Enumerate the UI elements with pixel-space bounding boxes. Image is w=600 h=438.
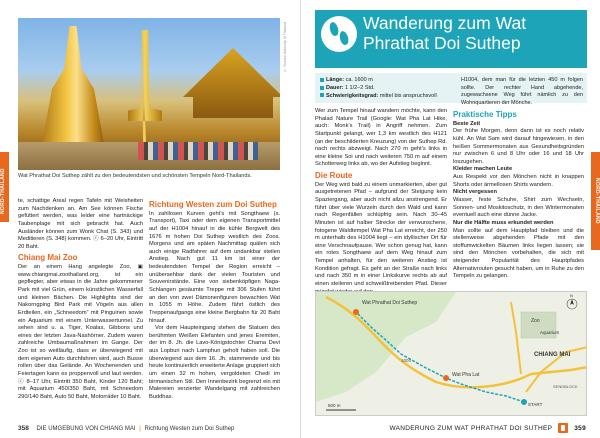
paragraph: Der an einem Hang angelegte Zoo, ▣ www.chiangmai.zoothailand.org, ist ein gepflegter, aber etwas in die Jahre gekommener Park mit viel Grün, einem künstlichen Wasserfall und kleinen Bächen. Die Highlights sind der Nakorngping Bird Park mit Vögeln aus allen Erdteilen, ein „Schneedom“ mit Pinguinen sowie ein Aquarium mit einem Unterwassertunnel. Zu sehen sind u. a. Tiger, Koalas, Gibbons und eines der letzten Java-Nashörner. Zudem waren zahlreiche Umbaumaßnahmen im Gange. Der Zoo ist so weitläufig, dass er überwiegend mit dem eigenen Auto durchfahren wird, auch Busse rollen über das Gelände. An Wochenenden und Feiertagen kann es proppenvoll und laut werden. ⓒ 8–17 Uhr, Eintritt 350 Baht, Kinder 120 Baht; mit Aquarium 450/350 Baht, mit Schneedom 290/140 Baht, Auto 50 Baht, Motorräder 10 Baht.	[18, 264, 143, 400]
fact-dauer: Dauer: 1 1/2–2 Std.	[320, 85, 450, 93]
backpack-icon	[558, 423, 568, 433]
facts-box	[315, 73, 587, 107]
doi-suthep-heading: Richtung Westen zum Doi Suthep	[149, 200, 277, 209]
map-label-sendblock: SENDBLOCK	[553, 384, 578, 389]
facts-right-text: H1004, dem man für die letzten 450 m folgen sollte. Der rechter Hand abgehende, zugewachsene Weg führt nämlich zu den Wohnquartieren der Mönche.	[461, 77, 583, 107]
left-column-1	[18, 198, 143, 402]
photo-credit: © Tourism Authority of Thailand	[283, 22, 287, 72]
page-number: 359	[574, 424, 586, 432]
paragraph: Vor dem Haupteingang stehen die Statuen des berühmten Weißen Elefanten und jenes Eremiten, der im 8. Jh. die Lavo-Königstochter Chama Devi aus Lopburi nach Lamphun geholt haben soll. Die überwiegend aus dem 16. Jh. stammende und bis heute kontinuierlich erweiterte Anlage gruppiert sich um einen 32 m hohen, vergoldeten Chedi im birmanischen Stil. Den Innenbezirk begrenzt ein mit Malereien verzierter Wandelgang mit zahlreichen Buddhas.	[149, 325, 280, 400]
fact-schwierigkeit: Schwierigkeitsgrad: mittel bis anspruchsvoll	[320, 93, 450, 101]
map-label-zoo: Zoo	[531, 318, 540, 324]
left-column-2	[149, 198, 280, 402]
temple-roof-shape	[183, 48, 280, 118]
page-title: Wanderung zum Wat Phrathat Doi Suthep	[363, 13, 527, 54]
map-label-start: START	[528, 402, 543, 407]
zoo-heading: Chiang Mai Zoo	[18, 253, 78, 263]
marker-doi-suthep	[353, 309, 359, 315]
map-label-aquarium: Aquarium	[540, 330, 560, 335]
temple-photo	[18, 18, 280, 170]
footprints-icon	[321, 16, 357, 52]
fact-laenge: Länge: ca. 1600 m	[320, 77, 450, 85]
map-label-pha-lat: Wat Pha Lat	[452, 372, 480, 378]
map-label-chiang-mai: CHIANG MAI	[534, 352, 571, 358]
paragraph: Man sollte auf dem Hauptpfad bleiben und die stellenweise abgehenden Pfade mit den stoffumwickelten Bäumen links liegen lassen; sie sind den Mönchen vorbehalten, die sich mit steigender Popularität des Hauptpfades Alternativrouten gesucht haben, um in Ruhe zu den Tempeln zu gelangen.	[453, 227, 584, 280]
marker-pha-lat	[443, 375, 449, 381]
side-tab-right-label: NORD-THAILAND	[594, 178, 600, 224]
right-page	[300, 0, 600, 438]
square-bullet-icon	[320, 93, 324, 97]
paragraph: In zahllosen Kurven geht’s mit Songthaew (s. Transport), Taxi oder dem eigenen Transportmittel auf der H1004 hinauf in die kühle Bergwelt des 1676 m hohen Doi Suthep westlich des Zoos. Morgens und am späten Nachmittag quälen sich auch einige Radfahrer auf dem undankbar steilen Anstieg. Nach gut 11 km ist einer der bedeutendsten Tempel der Region erreicht – unübersehbar dank der vielen Touristen und Souvenirstände. Eine von siebenköpfigen Naga-Schlangen gesäumte Treppe mit 306 Stufen führt an den von zwei Dämonenfiguren bewachten Wat in 1055 m Höhe. Zudem fährt östlich des Treppenaufgangs eine kleine Bergbahn für 20 Baht hinauf.	[149, 210, 280, 324]
left-footer	[18, 425, 234, 432]
photo-caption: Wat Phrathat Doi Suthep zählt zu den bedeutendsten und schönsten Tempeln Nord-Thailands.	[18, 173, 252, 179]
tip-label: Beste Zeit	[453, 120, 481, 127]
running-title: WANDERUNG ZUM WAT PHRATHAT DOI SUTHEP	[389, 424, 553, 432]
right-column-1	[315, 108, 447, 296]
map-north-label: N	[570, 293, 573, 298]
paragraph: Aus Respekt vor den Mönchen nicht in knappen Shorts oder ärmellosen Shirts wandern.	[453, 174, 584, 188]
map-label-wat-doi: Wat Phrathat Doi Suthep	[362, 300, 418, 306]
paragraph: te, schattige Areal regen Tafeln mit Weisheiten zum Nachdenken an. Am See können Fische gefüttert werden, was leider eine hartnäckige Taubenplage mit sich gebracht hat. Auch Ausländer können zum Wonk Chat (S. 343) und Meditieren (S. 348) kommen. ⓒ 6–20 Uhr, Eintritt 20 Baht.	[18, 198, 143, 250]
tip-label: Kleider machen Leute	[453, 166, 513, 173]
paragraph: Wasser, feste Schuhe, Shirt zum Wechseln, Sonnen- und Moskitoschutz, in den Wintermonaten eventuell auch eine dünne Jacke.	[453, 197, 584, 219]
tip-label: Nicht vergessen	[453, 189, 497, 196]
marker-start	[521, 399, 527, 405]
paragraph: Der frühe Morgen, denn dann ist es noch relativ kühl. An Wat Sam wird darauf hingewiesen, in den heißen Sommermonaten aus Gesundheitsgründen nur zwischen 6 und 8 Uhr oder 16 und 18 Uhr loszugehen.	[453, 128, 584, 165]
tip-label: Nur die Hälfte muss erkundet werden	[453, 219, 554, 226]
paragraph: Wer zum Tempel hinauf wandern möchte, kann den Phalad Nature Trail (Google: Wat Pha Lat Hike, auch: Monk’s Trail) in Angriff nehmen. Zum Startpunkt gelangt, wer 1,3 km westlich des H121 (an der beschilderten Kreuzung) von der Suthep Rd. nach rechts abzweigt. Nach 270 m geht’s links in eine kleine Soi und nach weiteren 750 m auf einem Schotterweg links ab, wo der Aufstieg beginnt.	[315, 108, 447, 168]
paragraph: Der Weg wird bald zu einem unmarkierten, aber gut ausgetretenen Pfad – aufgrund der Steigung kein Spaziergang, aber auch nicht allzu anstrengend. Er führt über viele Wurzeln durch den Wald und kann nach Regenfällen schlüpfrig sein. Nach 30–45 Minuten ist auf halber Strecke der verwunschene, fotogene Waldtempel Wat Pha Lat erreicht, der 250 m unterhalb des H1004 liegt – ein idyllischer Ort für eine Verschnaufpause. Wer schon genug hat, kann ein rotes Songthaew auf dem Weg hinauf zum Tempel anhalten, für den weiteren Anstieg ist Kondition gefragt. Es geht an der Straße nach links und nach 350 m in einer Linkskurve rechts ab auf einen steileren und schweißtreibenden Pfad. Dieser	[315, 181, 447, 288]
map-svg	[316, 292, 587, 416]
tips-heading: Praktische Tipps	[453, 110, 517, 119]
running-title: DIE UMGEBUNG VON CHIANG MAI	[36, 426, 136, 432]
separator: |	[139, 426, 141, 432]
route-map	[315, 291, 587, 416]
right-footer	[389, 423, 586, 433]
golden-umbrella-shape	[128, 30, 162, 160]
side-tab-left-label: NORD-THAILAND	[0, 168, 6, 214]
square-bullet-icon	[320, 86, 324, 90]
right-column-2	[453, 108, 584, 281]
square-bullet-icon	[320, 78, 324, 82]
running-subtitle: Richtung Westen zum Doi Suthep	[144, 426, 235, 432]
map-scale-label: 500 m	[328, 403, 341, 408]
map-label-road: 1004	[401, 358, 412, 363]
visitors-shape	[138, 142, 258, 160]
page-number: 358	[18, 425, 29, 432]
facts-list	[320, 77, 450, 101]
route-heading: Die Route	[315, 171, 353, 181]
